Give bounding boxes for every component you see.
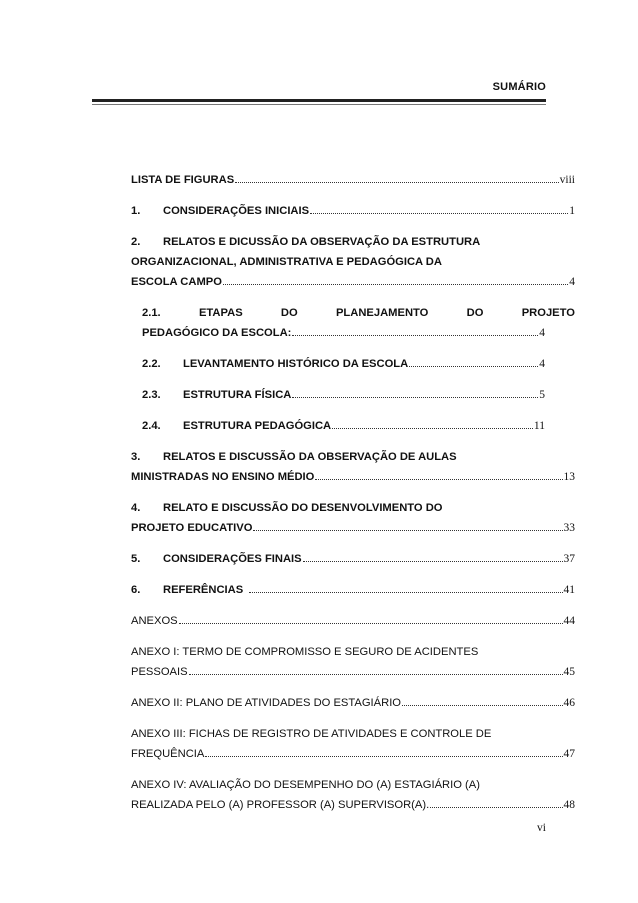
toc-entry-title-line3: ESCOLA CAMPO bbox=[131, 276, 222, 288]
toc-entry-4[interactable] bbox=[131, 498, 575, 538]
toc-entry-title: CONSIDERAÇÕES INICIAIS bbox=[163, 205, 310, 217]
toc-word: PROJETO bbox=[521, 307, 575, 319]
header-rule-thick bbox=[92, 99, 546, 102]
toc-word: ETAPAS bbox=[198, 307, 243, 319]
toc-entry-2[interactable] bbox=[131, 232, 575, 292]
dot-leader bbox=[402, 695, 562, 706]
toc-section-number: 5. bbox=[131, 553, 141, 565]
table-of-contents bbox=[131, 170, 575, 826]
toc-entry-title-line1: RELATOS E DICUSSÃO DA OBSERVAÇÃO DA ESTRUTURA bbox=[163, 236, 481, 248]
toc-page-number: 44 bbox=[563, 615, 575, 627]
toc-entry-3[interactable] bbox=[131, 447, 575, 487]
toc-page-number: 41 bbox=[563, 584, 575, 596]
dot-leader bbox=[303, 551, 563, 562]
toc-entry-title-line1: ANEXO I: TERMO DE COMPROMISSO E SEGURO DE ACIDENTES bbox=[131, 646, 479, 658]
toc-word: DO bbox=[466, 307, 484, 319]
toc-entry-title: ANEXO II: PLANO DE ATIVIDADES DO ESTAGIÁRIO bbox=[131, 697, 402, 709]
toc-page-number: 4 bbox=[539, 327, 545, 339]
toc-page-number: 37 bbox=[563, 553, 575, 565]
page-title: SUMÁRIO bbox=[492, 81, 546, 93]
toc-entry-title-line2: MINISTRADAS NO ENSINO MÉDIO bbox=[131, 471, 315, 483]
dot-leader bbox=[249, 582, 562, 593]
toc-entry-2-3[interactable] bbox=[131, 385, 575, 405]
toc-entry-lista-figuras[interactable] bbox=[131, 170, 575, 190]
toc-word: DO bbox=[280, 307, 298, 319]
toc-page-number: 48 bbox=[563, 799, 575, 811]
toc-section-number: 2.1. bbox=[142, 307, 161, 319]
header-rule-thin bbox=[92, 104, 546, 105]
toc-entry-title: ANEXOS bbox=[131, 615, 178, 627]
toc-section-number: 6. bbox=[131, 584, 141, 596]
toc-section-number: 2. bbox=[131, 236, 141, 248]
toc-page-number: viii bbox=[559, 174, 575, 186]
toc-entry-title-line2: PESSOAIS bbox=[131, 666, 188, 678]
toc-entry-5[interactable] bbox=[131, 549, 575, 569]
toc-page-number: 5 bbox=[539, 389, 545, 401]
toc-entry-title-line2: FREQUÊNCIA bbox=[131, 748, 205, 760]
toc-entry-title: REFERÊNCIAS bbox=[163, 584, 244, 596]
toc-entry-title-line2: PEDAGÓGICO DA ESCOLA: bbox=[142, 327, 292, 339]
dot-leader bbox=[179, 613, 563, 624]
dot-leader bbox=[430, 797, 562, 808]
toc-entry-2-2[interactable] bbox=[131, 354, 575, 374]
toc-entry-title-line2: REALIZADA PELO (A) PROFESSOR (A) SUPERVISOR(A). bbox=[131, 799, 430, 811]
toc-page-number: 45 bbox=[563, 666, 575, 678]
toc-entry-anexo-1[interactable] bbox=[131, 642, 575, 682]
toc-page-number: 11 bbox=[533, 420, 545, 432]
toc-section-number: 2.4. bbox=[142, 420, 161, 432]
toc-section-number: 2.3. bbox=[142, 389, 161, 401]
toc-entry-title-line1: ANEXO III: FICHAS DE REGISTRO DE ATIVIDADES E CONTROLE DE bbox=[131, 728, 492, 740]
toc-entry-1[interactable] bbox=[131, 201, 575, 221]
toc-entry-6[interactable] bbox=[131, 580, 575, 600]
toc-page-number: 47 bbox=[563, 748, 575, 760]
toc-entry-title-line1: RELATOS E DISCUSSÃO DA OBSERVAÇÃO DE AULAS bbox=[163, 451, 457, 463]
toc-entry-anexos[interactable] bbox=[131, 611, 575, 631]
dot-leader bbox=[235, 172, 558, 183]
dot-leader bbox=[253, 520, 562, 531]
toc-page-number: 46 bbox=[563, 697, 575, 709]
toc-entry-title-line1 bbox=[142, 303, 575, 323]
toc-word: PLANEJAMENTO bbox=[335, 307, 429, 319]
toc-section-number: 1. bbox=[131, 205, 141, 217]
dot-leader bbox=[332, 418, 533, 429]
toc-entry-anexo-2[interactable] bbox=[131, 693, 575, 713]
dot-leader bbox=[223, 274, 568, 285]
toc-page-number: 4 bbox=[539, 358, 545, 370]
dot-leader bbox=[205, 746, 562, 757]
toc-entry-title: CONSIDERAÇÕES FINAIS bbox=[163, 553, 302, 565]
toc-section-number: 4. bbox=[131, 502, 141, 514]
toc-page-number: 33 bbox=[563, 522, 575, 534]
dot-leader bbox=[315, 469, 562, 480]
toc-page-number: 1 bbox=[569, 205, 575, 217]
toc-entry-title-line2: PROJETO EDUCATIVO bbox=[131, 522, 253, 534]
toc-entry-title-line2: ORGANIZACIONAL, ADMINISTRATIVA E PEDAGÓGICA DA bbox=[131, 256, 442, 268]
toc-entry-anexo-3[interactable] bbox=[131, 724, 575, 764]
toc-entry-title: ESTRUTURA FÍSICA bbox=[183, 389, 292, 401]
toc-entry-title-line1: ANEXO IV: AVALIAÇÃO DO DESEMPENHO DO (A) ESTAGIÁRIO (A) bbox=[131, 779, 480, 791]
toc-page-number: 4 bbox=[569, 276, 575, 288]
dot-leader bbox=[310, 203, 568, 214]
toc-entry-anexo-4[interactable] bbox=[131, 775, 575, 815]
dot-leader bbox=[292, 325, 538, 336]
toc-section-number: 2.2. bbox=[142, 358, 161, 370]
toc-page-number: 13 bbox=[563, 471, 575, 483]
toc-section-number: 3. bbox=[131, 451, 141, 463]
toc-entry-title: ESTRUTURA PEDAGÓGICA bbox=[183, 420, 332, 432]
toc-entry-2-1[interactable] bbox=[131, 303, 575, 343]
toc-entry-title-line1: RELATO E DISCUSSÃO DO DESENVOLVIMENTO DO bbox=[163, 502, 443, 514]
toc-entry-title: LEVANTAMENTO HISTÓRICO DA ESCOLA bbox=[183, 358, 409, 370]
dot-leader bbox=[409, 356, 538, 367]
toc-entry-title: LISTA DE FIGURAS bbox=[131, 174, 235, 186]
page-number: vi bbox=[537, 822, 546, 834]
dot-leader bbox=[189, 664, 563, 675]
dot-leader bbox=[292, 387, 538, 398]
toc-entry-2-4[interactable] bbox=[131, 416, 575, 436]
